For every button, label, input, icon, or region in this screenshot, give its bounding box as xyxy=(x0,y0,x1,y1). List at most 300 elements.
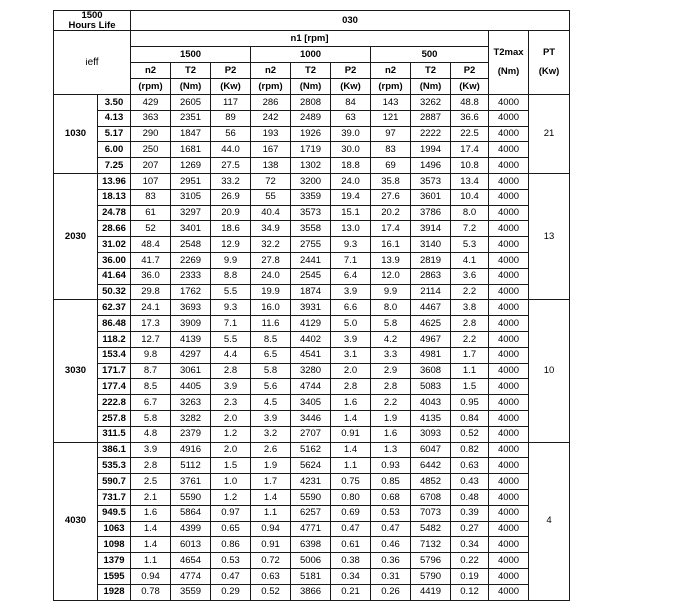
table-cell: 5790 xyxy=(411,568,451,584)
table-cell: 48.4 xyxy=(131,237,171,253)
table-row xyxy=(54,95,570,111)
table-cell: 2605 xyxy=(171,95,211,111)
table-cell: 4139 xyxy=(171,331,211,347)
table-cell: 4000 xyxy=(489,426,529,442)
table-cell: 40.4 xyxy=(251,205,291,221)
ieff-main: i xyxy=(85,56,88,68)
table-cell: 4000 xyxy=(489,126,529,142)
table-cell: 4981 xyxy=(411,347,451,363)
table-cell: 36.6 xyxy=(451,110,489,126)
table-row xyxy=(54,474,570,490)
table-cell: 1.2 xyxy=(211,489,251,505)
table-cell: 3601 xyxy=(411,189,451,205)
col-p2: P2 xyxy=(331,63,371,79)
table-cell: 3282 xyxy=(171,410,211,426)
table-cell: 1.1 xyxy=(131,553,171,569)
table-cell: 0.36 xyxy=(371,553,411,569)
table-cell: 4000 xyxy=(489,521,529,537)
table-cell: 1.4 xyxy=(251,489,291,505)
table-cell: 2548 xyxy=(171,237,211,253)
ratio-cell: 24.78 xyxy=(98,205,131,221)
table-cell: 0.95 xyxy=(451,395,489,411)
table-cell: 3140 xyxy=(411,237,451,253)
table-cell: 0.91 xyxy=(331,426,371,442)
table-cell: 6442 xyxy=(411,458,451,474)
table-cell: 5.5 xyxy=(211,331,251,347)
table-cell: 35.8 xyxy=(371,173,411,189)
unit-nm: (Nm) xyxy=(411,79,451,95)
table-cell: 3573 xyxy=(291,205,331,221)
table-cell: 4419 xyxy=(411,584,451,600)
speed-500: 500 xyxy=(371,47,489,63)
table-cell: 3.1 xyxy=(331,347,371,363)
table-cell: 0.72 xyxy=(251,553,291,569)
table-cell: 0.34 xyxy=(331,568,371,584)
pt-value: 21 xyxy=(529,95,570,174)
table-cell: 5.6 xyxy=(251,379,291,395)
table-cell: 2351 xyxy=(171,110,211,126)
table-cell: 3.9 xyxy=(331,331,371,347)
table-cell: 22.5 xyxy=(451,126,489,142)
table-cell: 32.2 xyxy=(251,237,291,253)
table-row xyxy=(54,379,570,395)
hours-life-value: 1500 xyxy=(81,10,103,21)
table-cell: 4967 xyxy=(411,331,451,347)
table-cell: 1719 xyxy=(291,142,331,158)
ratio-cell: 590.7 xyxy=(98,474,131,490)
table-row xyxy=(54,300,570,316)
table-cell: 4000 xyxy=(489,363,529,379)
table-cell: 24.1 xyxy=(131,300,171,316)
table-cell: 2222 xyxy=(411,126,451,142)
table-cell: 4744 xyxy=(291,379,331,395)
table-cell: 3280 xyxy=(291,363,331,379)
n1-label: n1 [rpm] xyxy=(131,31,489,47)
table-cell: 17.4 xyxy=(371,221,411,237)
table-cell: 0.12 xyxy=(451,584,489,600)
table-cell: 83 xyxy=(371,142,411,158)
col-n2: n2 xyxy=(251,63,291,79)
table-cell: 4000 xyxy=(489,410,529,426)
table-cell: 2.8 xyxy=(131,458,171,474)
table-cell: 15.1 xyxy=(331,205,371,221)
table-cell: 4000 xyxy=(489,205,529,221)
table-cell: 1.5 xyxy=(211,458,251,474)
table-cell: 4000 xyxy=(489,268,529,284)
table-cell: 4467 xyxy=(411,300,451,316)
table-cell: 0.22 xyxy=(451,553,489,569)
table-cell: 0.53 xyxy=(371,505,411,521)
table-cell: 8.0 xyxy=(371,300,411,316)
table-cell: 0.38 xyxy=(331,553,371,569)
unit-kw: (Kw) xyxy=(331,79,371,95)
table-cell: 27.8 xyxy=(251,252,291,268)
table-cell: 33.2 xyxy=(211,173,251,189)
col-n2: n2 xyxy=(371,63,411,79)
table-cell: 290 xyxy=(131,126,171,142)
table-cell: 121 xyxy=(371,110,411,126)
table-cell: 4135 xyxy=(411,410,451,426)
table-cell: 10.4 xyxy=(451,189,489,205)
table-cell: 3909 xyxy=(171,316,211,332)
table-row xyxy=(54,410,570,426)
model-group-label: 2030 xyxy=(54,173,98,299)
table-row xyxy=(54,268,570,284)
table-cell: 5.8 xyxy=(251,363,291,379)
table-cell: 1.2 xyxy=(211,426,251,442)
table-cell: 0.85 xyxy=(371,474,411,490)
table-cell: 0.26 xyxy=(371,584,411,600)
table-cell: 97 xyxy=(371,126,411,142)
col-t2: T2 xyxy=(411,63,451,79)
table-cell: 3446 xyxy=(291,410,331,426)
table-cell: 6.4 xyxy=(331,268,371,284)
table-cell: 4000 xyxy=(489,537,529,553)
table-cell: 3914 xyxy=(411,221,451,237)
table-cell: 5006 xyxy=(291,553,331,569)
table-cell: 0.21 xyxy=(331,584,371,600)
ratio-cell: 41.64 xyxy=(98,268,131,284)
table-cell: 193 xyxy=(251,126,291,142)
table-cell: 63 xyxy=(331,110,371,126)
table-cell: 6708 xyxy=(411,489,451,505)
table-cell: 2887 xyxy=(411,110,451,126)
table-cell: 8.5 xyxy=(251,331,291,347)
header-row-n1 xyxy=(54,31,570,47)
unit-rpm: (rpm) xyxy=(371,79,411,95)
table-cell: 5.0 xyxy=(331,316,371,332)
table-cell: 2.0 xyxy=(331,363,371,379)
table-cell: 167 xyxy=(251,142,291,158)
table-row xyxy=(54,505,570,521)
table-cell: 0.34 xyxy=(451,537,489,553)
table-cell: 4541 xyxy=(291,347,331,363)
table-cell: 1994 xyxy=(411,142,451,158)
table-cell: 3558 xyxy=(291,221,331,237)
table-cell: 6013 xyxy=(171,537,211,553)
table-cell: 72 xyxy=(251,173,291,189)
table-cell: 2808 xyxy=(291,95,331,111)
table-cell: 7.1 xyxy=(331,252,371,268)
col-t2: T2 xyxy=(291,63,331,79)
table-cell: 4000 xyxy=(489,189,529,205)
ratio-cell: 1098 xyxy=(98,537,131,553)
table-cell: 1.1 xyxy=(451,363,489,379)
table-cell: 0.31 xyxy=(371,568,411,584)
table-cell: 11.6 xyxy=(251,316,291,332)
col-p2: P2 xyxy=(451,63,489,79)
table-cell: 2.8 xyxy=(331,379,371,395)
table-cell: 2.2 xyxy=(371,395,411,411)
table-cell: 4000 xyxy=(489,331,529,347)
ratio-cell: 28.66 xyxy=(98,221,131,237)
table-cell: 2333 xyxy=(171,268,211,284)
table-cell: 0.47 xyxy=(371,521,411,537)
table-cell: 3.9 xyxy=(131,442,171,458)
table-cell: 6.6 xyxy=(331,300,371,316)
table-cell: 4000 xyxy=(489,568,529,584)
table-cell: 2489 xyxy=(291,110,331,126)
table-cell: 2.6 xyxy=(251,442,291,458)
table-cell: 10.8 xyxy=(451,158,489,174)
ratio-cell: 36.00 xyxy=(98,252,131,268)
table-cell: 4000 xyxy=(489,553,529,569)
table-cell: 1762 xyxy=(171,284,211,300)
table-cell: 1496 xyxy=(411,158,451,174)
table-row xyxy=(54,110,570,126)
model-title: 030 xyxy=(131,11,570,31)
table-cell: 3263 xyxy=(171,395,211,411)
table-cell: 2755 xyxy=(291,237,331,253)
table-cell: 1874 xyxy=(291,284,331,300)
table-row xyxy=(54,221,570,237)
table-cell: 4774 xyxy=(171,568,211,584)
ratio-cell: 62.37 xyxy=(98,300,131,316)
ratio-cell: 153.4 xyxy=(98,347,131,363)
table-row xyxy=(54,568,570,584)
ratio-cell: 1595 xyxy=(98,568,131,584)
table-cell: 4000 xyxy=(489,95,529,111)
table-cell: 3559 xyxy=(171,584,211,600)
table-cell: 0.63 xyxy=(451,458,489,474)
table-row xyxy=(54,537,570,553)
table-cell: 2545 xyxy=(291,268,331,284)
table-cell: 0.63 xyxy=(251,568,291,584)
table-cell: 4771 xyxy=(291,521,331,537)
table-cell: 12.0 xyxy=(371,268,411,284)
table-cell: 18.8 xyxy=(331,158,371,174)
table-cell: 0.80 xyxy=(331,489,371,505)
table-cell: 2.8 xyxy=(451,316,489,332)
table-cell: 1926 xyxy=(291,126,331,142)
table-cell: 0.53 xyxy=(211,553,251,569)
table-cell: 4043 xyxy=(411,395,451,411)
table-cell: 17.3 xyxy=(131,316,171,332)
table-cell: 1.4 xyxy=(131,521,171,537)
table-row xyxy=(54,142,570,158)
table-cell: 55 xyxy=(251,189,291,205)
speed-1000: 1000 xyxy=(251,47,371,63)
table-cell: 286 xyxy=(251,95,291,111)
ratio-cell: 535.3 xyxy=(98,458,131,474)
table-cell: 4000 xyxy=(489,252,529,268)
table-cell: 4.2 xyxy=(371,331,411,347)
table-cell: 3761 xyxy=(171,474,211,490)
table-cell: 16.1 xyxy=(371,237,411,253)
ratio-cell: 31.02 xyxy=(98,237,131,253)
table-cell: 3573 xyxy=(411,173,451,189)
table-cell: 0.52 xyxy=(451,426,489,442)
table-cell: 1.6 xyxy=(131,505,171,521)
table-cell: 18.6 xyxy=(211,221,251,237)
ratio-cell: 3.50 xyxy=(98,95,131,111)
ratio-cell: 171.7 xyxy=(98,363,131,379)
table-cell: 6398 xyxy=(291,537,331,553)
ratio-cell: 386.1 xyxy=(98,442,131,458)
table-cell: 0.78 xyxy=(131,584,171,600)
table-cell: 6.7 xyxy=(131,395,171,411)
col-p2: P2 xyxy=(211,63,251,79)
pt-value: 4 xyxy=(529,442,570,600)
table-cell: 2.3 xyxy=(211,395,251,411)
pt-header xyxy=(529,31,570,95)
table-cell: 7132 xyxy=(411,537,451,553)
unit-rpm: (rpm) xyxy=(251,79,291,95)
table-cell: 5.8 xyxy=(131,410,171,426)
table-cell: 8.5 xyxy=(131,379,171,395)
table-cell: 1.1 xyxy=(331,458,371,474)
table-cell: 8.7 xyxy=(131,363,171,379)
table-cell: 0.29 xyxy=(211,584,251,600)
table-cell: 30.0 xyxy=(331,142,371,158)
table-cell: 34.9 xyxy=(251,221,291,237)
table-cell: 0.75 xyxy=(331,474,371,490)
table-cell: 3786 xyxy=(411,205,451,221)
hours-life-cell xyxy=(54,11,131,31)
table-cell: 1302 xyxy=(291,158,331,174)
table-cell: 2.0 xyxy=(211,442,251,458)
table-cell: 363 xyxy=(131,110,171,126)
table-cell: 143 xyxy=(371,95,411,111)
table-cell: 0.43 xyxy=(451,474,489,490)
table-cell: 2819 xyxy=(411,252,451,268)
table-cell: 3.9 xyxy=(331,284,371,300)
table-cell: 4000 xyxy=(489,300,529,316)
ratio-cell: 5.17 xyxy=(98,126,131,142)
table-cell: 4405 xyxy=(171,379,211,395)
ratio-cell: 86.48 xyxy=(98,316,131,332)
table-cell: 4231 xyxy=(291,474,331,490)
table-cell: 4000 xyxy=(489,505,529,521)
table-cell: 1.1 xyxy=(251,505,291,521)
table-cell: 0.68 xyxy=(371,489,411,505)
table-cell: 0.86 xyxy=(211,537,251,553)
table-cell: 48.8 xyxy=(451,95,489,111)
table-cell: 4297 xyxy=(171,347,211,363)
ratio-cell: 257.8 xyxy=(98,410,131,426)
table-cell: 207 xyxy=(131,158,171,174)
ratio-cell: 18.13 xyxy=(98,189,131,205)
table-cell: 5162 xyxy=(291,442,331,458)
model-group-label: 4030 xyxy=(54,442,98,600)
table-cell: 1.4 xyxy=(331,410,371,426)
table-cell: 138 xyxy=(251,158,291,174)
table-row xyxy=(54,252,570,268)
table-cell: 4.1 xyxy=(451,252,489,268)
table-row xyxy=(54,316,570,332)
table-cell: 39.0 xyxy=(331,126,371,142)
table-cell: 5112 xyxy=(171,458,211,474)
table-cell: 7.2 xyxy=(451,221,489,237)
table-cell: 2114 xyxy=(411,284,451,300)
unit-rpm: (rpm) xyxy=(131,79,171,95)
table-cell: 2.2 xyxy=(451,331,489,347)
performance-table xyxy=(53,10,570,601)
table-cell: 3866 xyxy=(291,584,331,600)
table-cell: 9.3 xyxy=(211,300,251,316)
table-cell: 242 xyxy=(251,110,291,126)
table-cell: 24.0 xyxy=(251,268,291,284)
table-cell: 4916 xyxy=(171,442,211,458)
table-cell: 29.8 xyxy=(131,284,171,300)
table-cell: 0.93 xyxy=(371,458,411,474)
table-cell: 3693 xyxy=(171,300,211,316)
table-cell: 4000 xyxy=(489,458,529,474)
table-cell: 1.0 xyxy=(211,474,251,490)
table-cell: 2441 xyxy=(291,252,331,268)
table-cell: 117 xyxy=(211,95,251,111)
ratio-cell: 1928 xyxy=(98,584,131,600)
table-cell: 27.5 xyxy=(211,158,251,174)
table-cell: 4000 xyxy=(489,347,529,363)
table-cell: 0.94 xyxy=(251,521,291,537)
table-cell: 4.5 xyxy=(251,395,291,411)
table-cell: 5083 xyxy=(411,379,451,395)
table-cell: 0.94 xyxy=(131,568,171,584)
table-cell: 0.97 xyxy=(211,505,251,521)
table-cell: 20.2 xyxy=(371,205,411,221)
ratio-cell: 311.5 xyxy=(98,426,131,442)
table-cell: 3105 xyxy=(171,189,211,205)
table-row xyxy=(54,347,570,363)
table-cell: 7.1 xyxy=(211,316,251,332)
table-row xyxy=(54,126,570,142)
table-row xyxy=(54,458,570,474)
ratio-cell: 222.8 xyxy=(98,395,131,411)
table-cell: 52 xyxy=(131,221,171,237)
table-cell: 107 xyxy=(131,173,171,189)
model-group-label: 1030 xyxy=(54,95,98,174)
table-cell: 4000 xyxy=(489,489,529,505)
table-cell: 4000 xyxy=(489,173,529,189)
table-cell: 2.8 xyxy=(371,379,411,395)
table-cell: 1.6 xyxy=(331,395,371,411)
table-cell: 3.9 xyxy=(251,410,291,426)
t2max-header xyxy=(489,31,529,95)
table-cell: 61 xyxy=(131,205,171,221)
table-cell: 0.27 xyxy=(451,521,489,537)
table-row xyxy=(54,284,570,300)
table-cell: 2.8 xyxy=(211,363,251,379)
ratio-cell: 177.4 xyxy=(98,379,131,395)
table-cell: 429 xyxy=(131,95,171,111)
table-cell: 5624 xyxy=(291,458,331,474)
table-cell: 8.8 xyxy=(211,268,251,284)
table-cell: 24.0 xyxy=(331,173,371,189)
table-cell: 5482 xyxy=(411,521,451,537)
ratio-cell: 50.32 xyxy=(98,284,131,300)
table-cell: 0.46 xyxy=(371,537,411,553)
table-cell: 4000 xyxy=(489,284,529,300)
table-cell: 4000 xyxy=(489,474,529,490)
table-cell: 19.9 xyxy=(251,284,291,300)
table-cell: 1847 xyxy=(171,126,211,142)
table-cell: 0.39 xyxy=(451,505,489,521)
table-cell: 1.6 xyxy=(371,426,411,442)
table-cell: 5.5 xyxy=(211,284,251,300)
table-cell: 4129 xyxy=(291,316,331,332)
table-cell: 4000 xyxy=(489,221,529,237)
table-row xyxy=(54,205,570,221)
ieff-sub: eff xyxy=(87,56,99,68)
ratio-cell: 4.13 xyxy=(98,110,131,126)
table-cell: 4000 xyxy=(489,379,529,395)
table-cell: 4000 xyxy=(489,110,529,126)
table-cell: 0.19 xyxy=(451,568,489,584)
table-cell: 5796 xyxy=(411,553,451,569)
table-cell: 2.9 xyxy=(371,363,411,379)
table-cell: 4399 xyxy=(171,521,211,537)
